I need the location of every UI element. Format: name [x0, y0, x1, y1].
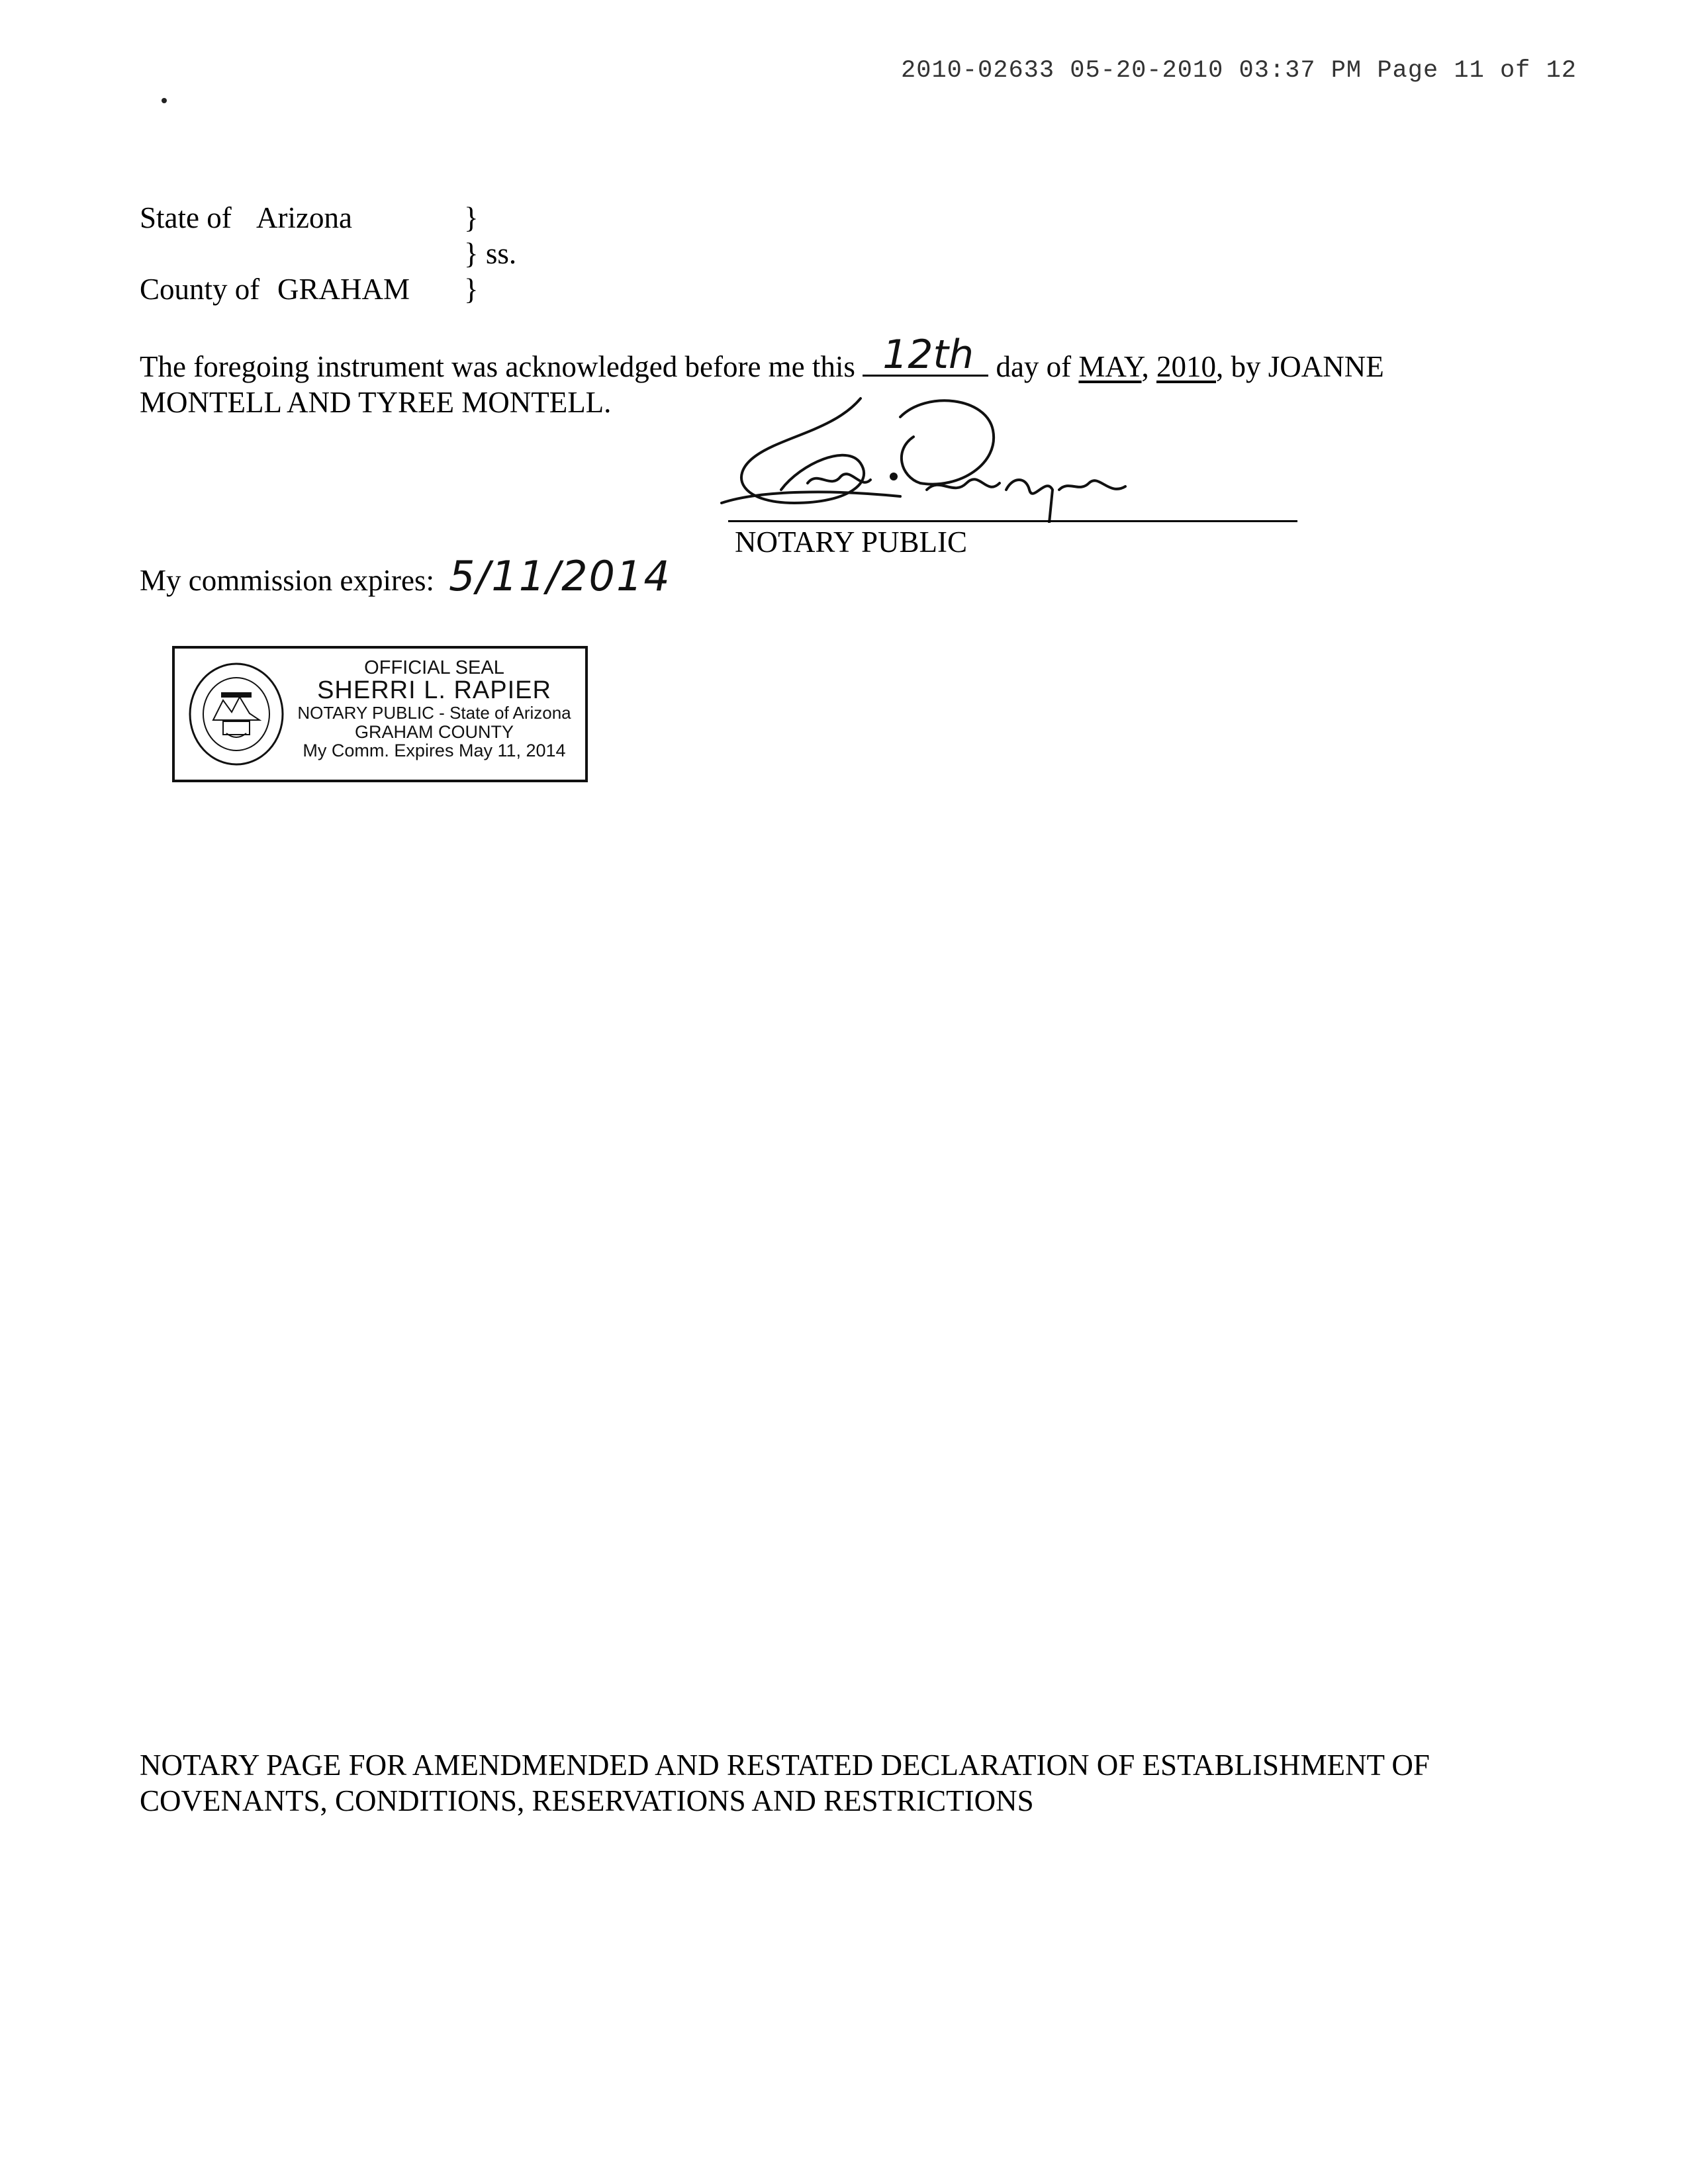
seal-text-block — [287, 658, 581, 760]
seal-title: OFFICIAL SEAL — [364, 657, 504, 678]
seal-jurisdiction: NOTARY PUBLIC - State of Arizona — [297, 703, 571, 723]
state-value: Arizona — [256, 201, 352, 234]
venue-brace-bottom: } — [464, 273, 479, 306]
scan-speck — [162, 98, 167, 103]
recording-stamp: 2010-02633 05-20-2010 03:37 PM Page 11 of 12 — [901, 57, 1577, 85]
arizona-state-seal-icon — [187, 660, 286, 768]
official-notary-seal — [172, 646, 588, 782]
day-handwritten: 12th — [882, 332, 974, 378]
footer-line-2: COVENANTS, CONDITIONS, RESERVATIONS AND RESTRICTIONS — [140, 1784, 1034, 1817]
notary-signature — [702, 390, 1165, 523]
county-label: County of — [140, 273, 260, 306]
month-value: MAY — [1078, 350, 1142, 383]
day-blank — [863, 332, 988, 378]
venue-block — [140, 200, 603, 307]
notary-public-label: NOTARY PUBLIC — [735, 525, 968, 559]
month-comma: , — [1141, 350, 1149, 383]
acknowledgment-line-1 — [140, 332, 1384, 385]
seal-notary-name: SHERRI L. RAPIER — [317, 676, 551, 705]
acknowledgment-prefix: The foregoing instrument was acknowledged before me this — [140, 350, 855, 383]
state-label: State of — [140, 201, 232, 234]
venue-brace-top: } — [464, 201, 479, 234]
venue-ss-row — [140, 236, 603, 271]
commission-expiration — [140, 552, 671, 601]
year-value: 2010 — [1156, 350, 1216, 383]
notary-page-title — [140, 1747, 1430, 1819]
commission-label: My commission expires: — [140, 564, 434, 597]
acknowledgment-suffix: , by JOANNE — [1215, 350, 1384, 383]
commission-date-handwritten: 5/11/2014 — [448, 552, 671, 600]
venue-county-row — [140, 271, 603, 307]
signature-line — [728, 520, 1297, 522]
seal-county: GRAHAM COUNTY — [354, 721, 514, 742]
day-of-label: day of — [996, 350, 1072, 383]
footer-line-1: NOTARY PAGE FOR AMENDMENDED AND RESTATED DECLARATION OF ESTABLISHMENT OF — [140, 1749, 1430, 1782]
venue-state-row — [140, 200, 603, 236]
acknowledgment-line-2: MONTELL AND TYREE MONTELL. — [140, 386, 612, 419]
county-value: GRAHAM — [277, 273, 410, 306]
seal-expiration: My Comm. Expires May 11, 2014 — [303, 740, 566, 760]
ss-label: } ss. — [464, 237, 517, 270]
